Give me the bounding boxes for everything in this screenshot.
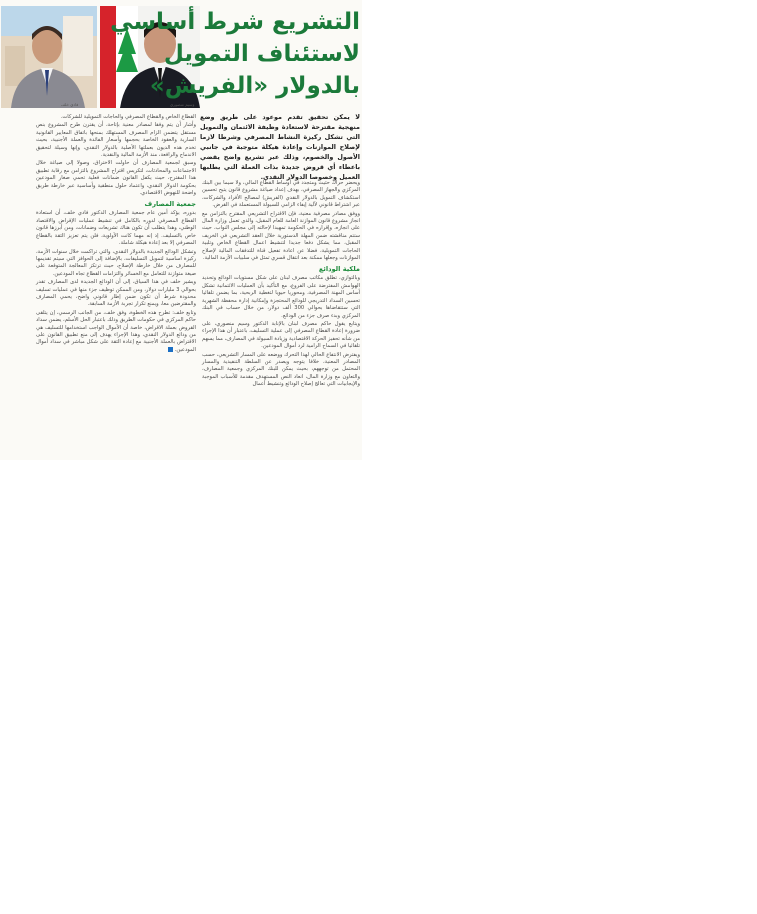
article-paragraph: ويحضر حراك حثيث ومتجدد في أوساط القطاع المالي، ولا سيما بين البنك المركزي والجهاز المصرفي، بهدف إعداد صياغة مشروع قانون يتيح تحسين استكشاف التمويل بالدولار النقدي (الفريش) لمصالح الأفراد والشركات، عبر اشتراط قانوني لآلية إيفاء الزامي للسيولة المستعملة في القرض.: [202, 180, 360, 209]
article-end-mark-icon: [168, 347, 173, 352]
headline-line: بالدولار «الفريش»: [149, 73, 360, 99]
article-paragraph: وأشار أن يتم وفقا لمصادر معنية بإتاحة، أن يقترن طرح المشروع بنص مستقل يتضمن الزام المصرف المستهلك بمنحها باتفاق المعايير القانونية السارية والعقود الخاصة بحجمها وأسعار الفائدة والعملة الأجنبية، بحيث تخدم هذه الديون بعملتها الأصلية بالدولار النقدي، وإنها وسيلة لتحقيق الاندماج والرافعة، منذ الأزمة المالية والنقدية.: [36, 122, 196, 159]
photo-caption-left: فادي خلف: [61, 102, 79, 107]
article-paragraph: وتشكل الودائع الجديدة بالدولار النقدي، والتي تراكمت خلال سنوات الأزمة، ركيزة اساسية لتمويل التسليفات، بالإضافة إلى الحوافز التي سيتم تقديمها للمصارف من خلال خارطة الإصلاح، حيث ترتكز المعالجة المتوقعة على صيغة متوازنة للتعامل مع الخسائر والتزامات القطاع تجاه المودعين.: [36, 248, 196, 277]
section-subhead: ملكية الودائع: [318, 265, 360, 274]
headline: [110, 6, 360, 102]
article-paragraph: ويفترض الانتفاع الحالي لهذا التحرك ووضعه على المسار التشريعي، حسب المصادر المعنية، خلافا يتوجه ويصدر عن السلطة التنفيذية والمسار المحتمل من توجههم، بحيث يمكن للبنك المركزي وجمعية المصارف، والتعاون مع وزارة المال، انعاد النص المستهدف مقدمة للأسباب الموجبة والإيجابيات التي تعالج إصلاح الودائع وتنشيط أعمال: [202, 351, 360, 388]
headline-line: التشريع شرط أساسي: [110, 9, 360, 35]
article-paragraph: [36, 310, 196, 354]
headline-line: لاستئناف التمويل: [163, 41, 360, 67]
portrait-photo-left: [1, 6, 97, 108]
article-paragraph: وسبق لجمعية المصارف أن حاولت الاختراق، وصولا إلى صياغة خلال الاجتماعات والمحادثات، لتكريس اقتراح المشروع بالتزامن مع رقابة تطبيق هذا المقترح، حيث يكفل القانون ضمانات فعلية تحمي صغار المودعين بحكومة الدولار النقدي، واعتماد حلول منطقية وأساسية عبر خارطة طريق واضحة للنهوض الاقتصادي.: [36, 160, 196, 197]
article-intro: لا يمكن تحقيق تقدم موعود على طريق وضع منهجية مقترحة لاستعادة وظيفة الائتمان والتمويل التي تشكل ركيزة النشاط المصرفي وشرطا لازما لإصلاح الموازنات وإعادة هيكلة متوجبة في جانبي الأصول والخصوم، وذلك عبر تشريع واضح يقضي باعطاء أي قروض جديدة بذات العملة التي يطلبها العميل وخصوصا الدولار النقدي.: [200, 113, 360, 181]
section-subhead: جمعية المصارف: [144, 200, 196, 209]
article-paragraph: وبالتوازي، تطلق مكاتب مصرف لبنان على شكل مستويات الودائع وتحديد الهوامش المفترضة على الفروع، مع التأكيد بأن العمليات الائتمانية تشكل أساس المهنة المصرفية، ومحوريا حيويا لتغطية الربحية، بما يضمن تلقائيا تحسين السداد التدريجي للودائع المحتجزة وإمكانية إدارة محفظة الشهرية التي ستتقاضاها بحوالي 300 ألف دولار، من خلال حساب في البنك المركزي وبدء صرف جزء من الودائع.: [202, 275, 360, 319]
article-paragraph: بدوره، يؤكد أمين عام جمعية المصارف الدكتور فادي خلف، أن استعادة القطاع المصرفي لدوره بالكامل في تنشيط عمليات الإقراض والاقتصاد الوطني، وهذا يتطلب أن تكون هناك تشريعات وضمانات، ومن أبرزها قانون خاص بالتسليف. إذ إنه مهما كانت الأولوية، فلن يتم تعزيز الثقة بالقطاع المصرفي إلا بعد إعادة هيكلة شاملة.: [36, 210, 196, 247]
article-column-right: [202, 180, 360, 390]
article-paragraph-text: وتابع خلف: تطرح هذه الخطوة، وفق خلف، من الجانب الرسمي، إن يتلقى حاكم المركزي في حكومات الطريق وذلك باعتبار الحل الأسلم، يضمن سداد القروض بعملة الاقراض، خاصة أن الأموال الواجب استخدامها للتسليف هي من ودائع الدولار النقدي، وهذا الإجراء يهدف إلى منع تطبيق القانون على الاقتراض بالعملة الأجنبية مع إعادة الثقة على شكل مباشر في سداد أموال المودعين.: [36, 309, 196, 353]
article-paragraph: ووفق مصادر مصرفية معنية، فإن الاقتراح التشريعي المقترح بالتزامن مع انجاز مشروع قانون الموازنة العامة للعام المقبل، والذي تعمل وزارة المال على انجازه، وإقراره في الحكومة تمهيدا لإحالته إلى مجلس النواب، حيث ستتم مناقشته ضمن المهلة الدستورية خلال العقد التشريعي في الخريف المقبل، مما يشكل دفعا جديدا لتنشيط اعمال القطاع الخاص وتلبية الحاجات التمويلية، فضلا عن اعادة تفعيل قناة للتدفقات المالية لإصلاح الموازنات وجعلها ممكنة بعد انتقال قسري تمثل في سلبيات الأزمة المالية.: [202, 210, 360, 262]
newspaper-clipping: [0, 0, 362, 460]
man-portrait-left-image: [1, 6, 97, 108]
article-paragraph: ويشير خلف في هذا السياق، إلى أن الودائع الجديدة لدى المصارف تقدر بحوالي 3 مليارات دولار، ومن الممكن توظيف جزء منها في عمليات تسليف محدودة شرط أن تكون ضمن إطار قانوني واضح، يحمي المصارف والمقترضين معا، ويمنع تكرار تجربة الأزمة السابقة.: [36, 279, 196, 308]
article-paragraph: ويتابع يقول حاكم مصرف لبنان بالإنابة الدكتور وسيم منصوري، على ضرورة إعادة القطاع المصرفي إلى عملية التسليف، باعتبار أن هذا الإجراء من شأنه تحفيز الحركة الاقتصادية وزيادة السيولة في المصارف، مما يسهم تلقائيا في السماح الرامية لرد أموال المودعين.: [202, 320, 360, 350]
article-paragraph: القطاع الخاص والقطاع المصرفي والحاجات التمويلية للشركات.: [60, 114, 196, 120]
article-column-left: [36, 114, 196, 355]
photo-caption-right: وسيم منصوري: [170, 102, 195, 107]
